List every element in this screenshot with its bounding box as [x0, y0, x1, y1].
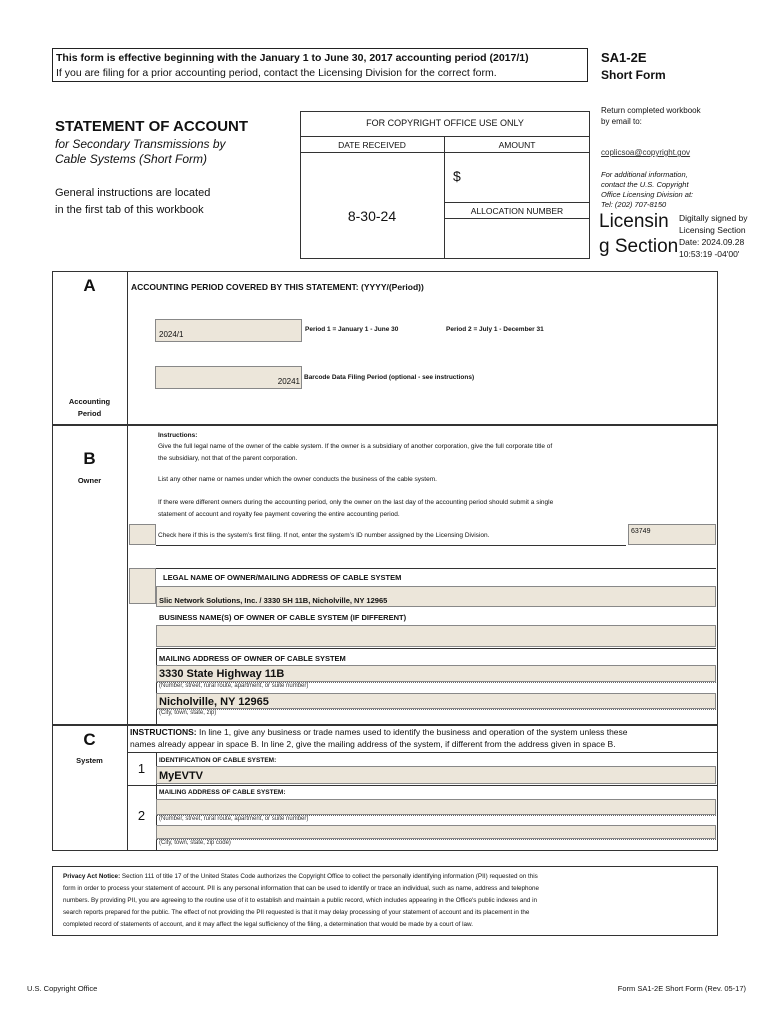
signature-detail-1: Digitally signed by [679, 213, 748, 223]
first-filing-checkbox[interactable] [129, 524, 156, 545]
owner-instructions-4: If there were different owners during the accounting period, only the owner on the last day of the accounting period should submit a single [158, 499, 554, 506]
general-instructions-1: General instructions are located [55, 187, 211, 199]
system-id-value: 63749 [631, 528, 651, 535]
privacy-line-2: form in order to process your statement of account. PII is any personal information that can be used to identify or trace an individual, such as name, address and telephone [63, 885, 540, 892]
system-identification-label: IDENTIFICATION OF CABLE SYSTEM: [159, 757, 277, 764]
return-line-1: Return completed workbook [601, 106, 701, 115]
office-use-box [300, 111, 590, 259]
system-instructions-bold: INSTRUCTIONS: [130, 727, 197, 737]
section-a-side-1: Accounting [68, 397, 111, 406]
owner-mailing-label: MAILING ADDRESS OF OWNER OF CABLE SYSTEM [159, 654, 346, 663]
info-line-4: Tel: (202) 707-8150 [601, 200, 667, 209]
system-city-hint: (City, town, state, zip code) [159, 840, 231, 846]
legal-name-marker [129, 568, 156, 604]
signature-detail-2: Licensing Section [679, 225, 746, 235]
privacy-line-5: completed record of statements of account, and it may affect the legal sufficiency of the filing, a determination that would be made by a court of law. [63, 921, 473, 928]
legal-name-value: Slic Network Solutions, Inc. / 3330 SH 11B, Nicholville, NY 12965 [159, 596, 388, 605]
owner-instructions-1: Give the full legal name of the owner of the cable system. If the owner is a subsidiary of another corporation, give the full corporate title of [158, 443, 553, 450]
owner-instructions-2: the subsidiary, not that of the parent corporation. [158, 455, 298, 462]
amount-label: AMOUNT [498, 140, 536, 150]
info-line-3: Office Licensing Division at: [601, 190, 694, 199]
allocation-number-label: ALLOCATION NUMBER [470, 206, 564, 216]
system-identification-value: MyEVTV [159, 770, 204, 782]
period-1-note: Period 1 = January 1 - June 30 [305, 326, 399, 333]
system-mailing-label: MAILING ADDRESS OF CABLE SYSTEM: [159, 789, 286, 796]
page-title: STATEMENT OF ACCOUNT [55, 118, 249, 135]
signature-detail-4: 10:53:19 -04'00' [679, 249, 740, 259]
owner-instructions-3: List any other name or names under which the owner conducts the business of the cable system. [158, 476, 437, 483]
barcode-period-value: 20241 [277, 377, 300, 386]
legal-name-label: LEGAL NAME OF OWNER/MAILING ADDRESS OF CABLE SYSTEM [163, 573, 402, 582]
info-line-1: For additional information, [601, 170, 688, 179]
section-b-side: Owner [77, 476, 102, 485]
section-a-side-2: Period [77, 409, 102, 418]
section-b-letter: B [83, 449, 96, 468]
first-filing-label: Check here if this is the system’s first filing. If not, enter the system’s ID number assigned by the Licensing Division. [158, 532, 490, 539]
privacy-line-1-text: Section 111 of title 17 of the United States Code authorizes the Copyright Office to collect the personally identifying information (PII) requested on this [120, 873, 538, 880]
accounting-period-value: 2024/1 [159, 330, 184, 339]
subtitle-2: Cable Systems (Short Form) [55, 152, 208, 166]
date-received-label: DATE RECEIVED [338, 140, 406, 150]
info-line-2: contact the U.S. Copyright [601, 180, 689, 189]
date-received-value: 8-30-24 [347, 208, 397, 224]
signature-name-2: g Section [599, 236, 679, 257]
privacy-line-3: numbers. By providing PII, you are agreeing to the routine use of it to establish and maintain a public record, which includes appearing in the Office's public indexes and in [63, 897, 537, 904]
owner-city-value: Nicholville, NY 12965 [159, 696, 269, 708]
owner-city-hint: (City, town, state, zip) [159, 710, 217, 716]
office-use-heading: FOR COPYRIGHT OFFICE USE ONLY [366, 118, 524, 128]
system-street-hint: (Number, street, rural route, apartment, or suite number) [159, 816, 309, 822]
amount-value: $ [453, 168, 461, 184]
owner-instructions-5: statement of account and royalty fee payment covering the entire accounting period. [158, 511, 400, 518]
return-line-2: by email to: [601, 117, 642, 126]
section-c-letter: C [83, 730, 96, 749]
signature-detail-3: Date: 2024.09.28 [679, 237, 745, 247]
business-names-input[interactable] [156, 625, 716, 647]
accounting-period-heading: ACCOUNTING PERIOD COVERED BY THIS STATEMENT: (YYYY/(Period)) [131, 282, 424, 292]
system-instructions-text: In line 1, give any business or trade names used to identify the business and operation of the system unless these [196, 727, 628, 737]
system-identification-input[interactable] [156, 766, 716, 784]
system-line-1-number: 1 [137, 761, 146, 776]
subtitle-1: for Secondary Transmissions by [55, 137, 226, 151]
business-names-label: BUSINESS NAME(S) OF OWNER OF CABLE SYSTEM (IF DIFFERENT) [159, 613, 407, 622]
privacy-line-1 [63, 873, 538, 880]
privacy-line-4: search reports prepared for the public. The effect of not providing the PII requested is that it may delay processing of your statement of account and its placement in the [63, 909, 530, 916]
signature-name-1: Licensin [599, 211, 669, 232]
section-a [52, 271, 718, 425]
section-c-side: System [76, 756, 103, 765]
privacy-bold: Privacy Act Notice: [63, 873, 121, 880]
footer-right: Form SA1-2E Short Form (Rev. 05-17) [617, 984, 746, 993]
notice-line-1: This form is effective beginning with the January 1 to June 30, 2017 accounting period (2017/1) [56, 52, 529, 64]
form-code: SA1-2E [601, 50, 647, 65]
owner-street-hint: (Number, street, rural route, apartment, or suite number) [159, 683, 309, 689]
system-line-2-number: 2 [137, 808, 146, 823]
general-instructions-2: in the first tab of this workbook [55, 204, 204, 216]
system-city-input[interactable] [156, 825, 716, 839]
email-link[interactable]: coplicsoa@copyright.gov [601, 148, 691, 157]
notice-line-2: If you are filing for a prior accounting period, contact the Licensing Division for the correct form. [56, 67, 497, 79]
barcode-period-label: Barcode Data Filing Period (optional - see instructions) [304, 374, 475, 381]
form-type: Short Form [601, 68, 666, 82]
period-2-note: Period 2 = July 1 - December 31 [446, 326, 544, 333]
owner-instructions-title: Instructions: [158, 432, 198, 439]
system-instructions-1 [130, 727, 628, 737]
system-instructions-2: names already appear in space B. In line 2, give the mailing address of the system, if different from the address given in space B. [130, 739, 616, 749]
footer-left: U.S. Copyright Office [27, 984, 98, 993]
section-a-letter: A [83, 276, 96, 295]
owner-street-value: 3330 State Highway 11B [159, 668, 285, 680]
system-street-input[interactable] [156, 799, 716, 815]
